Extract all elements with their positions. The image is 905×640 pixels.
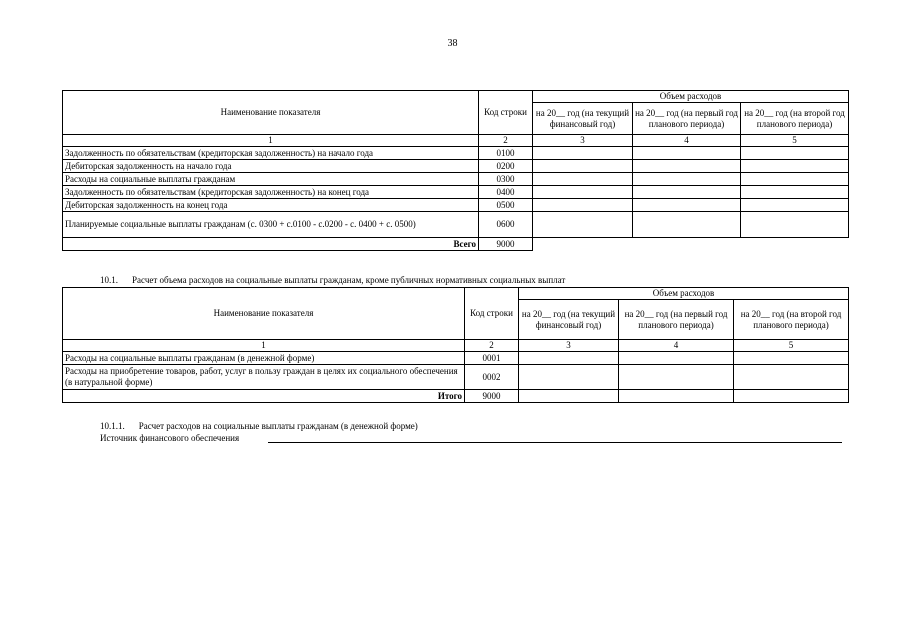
table-row (63, 352, 849, 365)
row-name: Задолженность по обязательствам (кредиторская задолженность) на начало года (63, 147, 479, 160)
total-code: 9000 (465, 390, 519, 403)
value-cell[interactable] (633, 199, 741, 212)
total-row (63, 390, 849, 403)
value-cell[interactable] (533, 147, 633, 160)
header-code: Код строки (465, 288, 519, 340)
column-number: 5 (734, 340, 849, 352)
column-number: 4 (619, 340, 734, 352)
value-cell[interactable] (619, 365, 734, 390)
column-number: 1 (63, 340, 465, 352)
social-payments-table (62, 287, 849, 403)
column-number: 2 (465, 340, 519, 352)
row-name: Задолженность по обязательствам (кредиторская задолженность) на конец года (63, 186, 479, 199)
column-number: 3 (533, 135, 633, 147)
total-label: Всего (63, 238, 479, 251)
row-code: 0300 (479, 173, 533, 186)
row-name: Расходы на социальные выплаты гражданам (63, 173, 479, 186)
table-row (63, 160, 849, 173)
table-row (63, 212, 849, 238)
row-name: Планируемые социальные выплаты гражданам (с. 0300 + с.0100 - с.0200 - с. 0400 + с. 0500) (63, 212, 479, 238)
column-number: 3 (519, 340, 619, 352)
value-cell[interactable] (633, 212, 741, 238)
row-code: 0400 (479, 186, 533, 199)
value-cell[interactable] (533, 186, 633, 199)
row-name: Дебиторская задолженность на начало года (63, 160, 479, 173)
row-code: 0100 (479, 147, 533, 160)
value-cell[interactable] (741, 173, 849, 186)
row-code: 0600 (479, 212, 533, 238)
header-second-plan-year: на 20__ год (на второй год планового периода) (734, 300, 849, 340)
value-cell[interactable] (741, 160, 849, 173)
section-number: 10.1.1. (100, 421, 125, 431)
value-cell[interactable] (533, 199, 633, 212)
row-name: Расходы на социальные выплаты гражданам (в денежной форме) (63, 352, 465, 365)
header-name: Наименование показателя (63, 288, 465, 340)
row-code: 0500 (479, 199, 533, 212)
section-10-1-1-title (100, 421, 418, 432)
section-number: 10.1. (100, 275, 118, 285)
total-code: 9000 (479, 238, 533, 251)
value-cell[interactable] (633, 186, 741, 199)
value-cell[interactable] (741, 212, 849, 238)
value-cell[interactable] (519, 352, 619, 365)
row-code: 0002 (465, 365, 519, 390)
value-cell[interactable] (533, 160, 633, 173)
column-number: 2 (479, 135, 533, 147)
value-cell[interactable] (619, 390, 734, 403)
row-code: 0200 (479, 160, 533, 173)
value-cell[interactable] (619, 352, 734, 365)
value-cell[interactable] (734, 390, 849, 403)
page-number: 38 (447, 38, 458, 49)
header-volume: Объем расходов (519, 288, 849, 300)
column-number: 1 (63, 135, 479, 147)
table-row (63, 186, 849, 199)
header-name: Наименование показателя (63, 91, 479, 135)
value-cell[interactable] (741, 186, 849, 199)
row-name: Расходы на приобретение товаров, работ, услуг в пользу граждан в целях их социального обеспечения (в натуральной форме) (63, 365, 465, 390)
table-row (63, 147, 849, 160)
row-name: Дебиторская задолженность на конец года (63, 199, 479, 212)
header-second-plan-year: на 20__ год (на второй год планового периода) (741, 103, 849, 135)
funding-source-label: Источник финансового обеспечения (100, 433, 240, 443)
value-cell[interactable] (741, 199, 849, 212)
total-row (63, 238, 849, 251)
value-cell[interactable] (533, 173, 633, 186)
value-cell[interactable] (741, 147, 849, 160)
column-number: 5 (741, 135, 849, 147)
value-cell[interactable] (533, 212, 633, 238)
section-10-1-title (100, 275, 565, 286)
row-code: 0001 (465, 352, 519, 365)
table-row (63, 365, 849, 390)
value-cell[interactable] (633, 173, 741, 186)
table-row (63, 173, 849, 186)
header-volume: Объем расходов (533, 91, 849, 103)
value-cell[interactable] (519, 365, 619, 390)
value-cell[interactable] (633, 147, 741, 160)
value-cell[interactable] (633, 160, 741, 173)
header-current-year: на 20__ год (на текущий финансовый год) (533, 103, 633, 135)
total-label: Итого (63, 390, 465, 403)
expenses-table (62, 90, 849, 251)
column-number: 4 (633, 135, 741, 147)
header-first-plan-year: на 20__ год (на первый год планового периода) (619, 300, 734, 340)
funding-source-input-line[interactable] (268, 442, 842, 443)
value-cell[interactable] (734, 365, 849, 390)
header-first-plan-year: на 20__ год (на первый год планового периода) (633, 103, 741, 135)
value-cell[interactable] (734, 352, 849, 365)
value-cell[interactable] (519, 390, 619, 403)
section-title: Расчет объема расходов на социальные выплаты гражданам, кроме публичных нормативных социальных выплат (132, 275, 566, 285)
header-code: Код строки (479, 91, 533, 135)
table-row (63, 199, 849, 212)
header-current-year: на 20__ год (на текущий финансовый год) (519, 300, 619, 340)
section-title: Расчет расходов на социальные выплаты гражданам (в денежной форме) (138, 421, 418, 431)
